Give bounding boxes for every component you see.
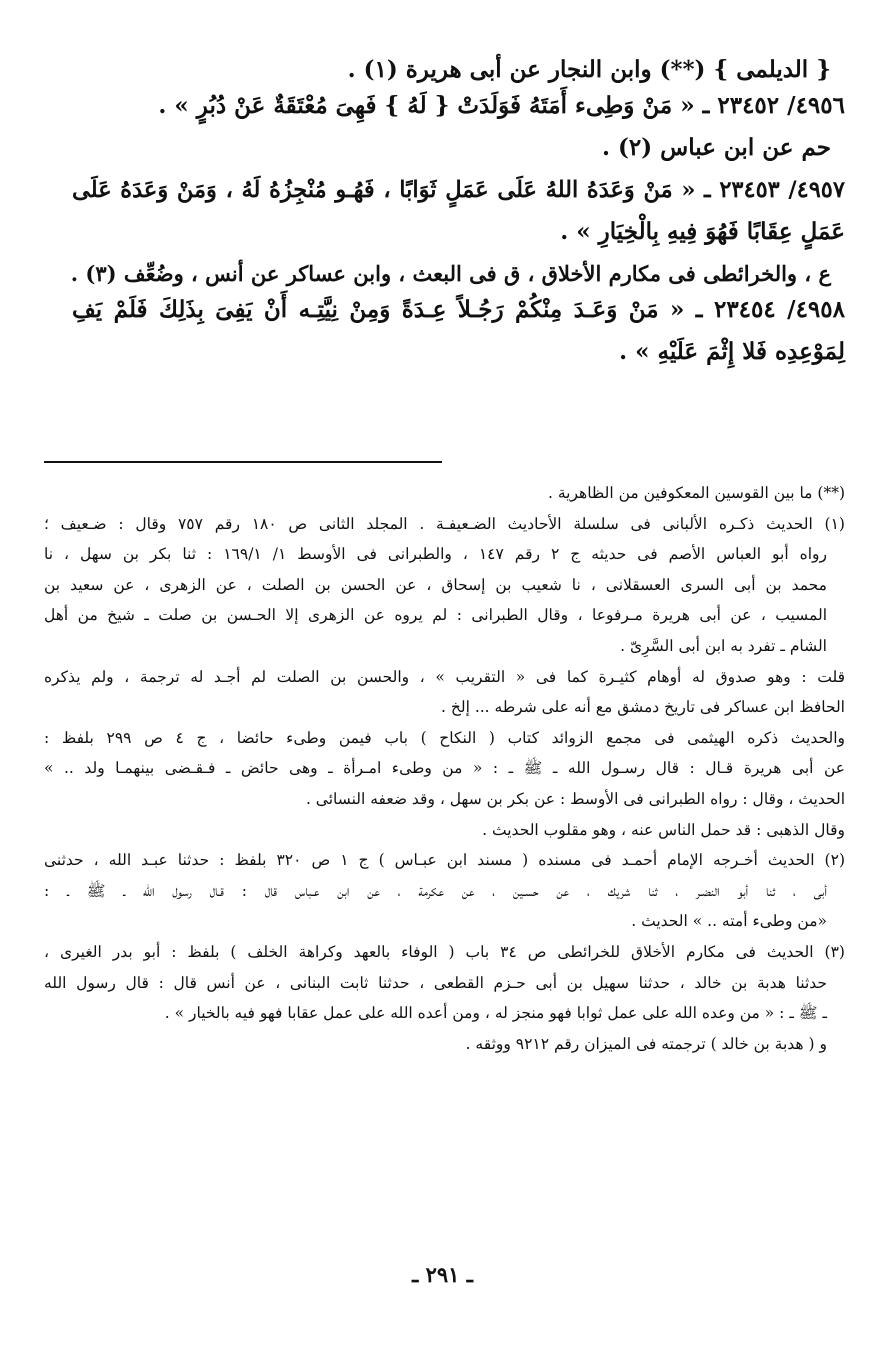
footnote-line: حدثنا هدبة بن خالد ، حدثنا سهيل بن أبى حـزم القطعى ، حدثنا ثابت البنانى ، عن أنس قال : قال رسول الله (44, 973, 827, 992)
footnote-line: ـ ﷺ ـ : « من وعده الله على عمل ثوابا فهو منجز له ، ومن أعده الله على عمل عقابا فهو فيه بالخيار » . (164, 1004, 827, 1023)
footnote-line: قلت : وهو صدوق له أوهام كثيـرة كما فى « التقريب » ، والحسن بن الصلت لم أجـد له ترجمة ، ولم يذكره (44, 667, 845, 686)
footnote-line: عن أبى هريرة قـال : قال رسـول الله ـ ﷺ ـ : « من وطىء امـرأة ـ وهى حائض ـ فـقـضى بينهمـا ولد .. » (44, 759, 845, 778)
hadith-entry-4958: ٤٩٥٨/ ٢٣٤٥٤ ـ « مَنْ وَعَـدَ مِنْكُمْ رَجُـلاً عِـدَةً وَمِنْ نِيَّتِـه أَنْ يَفِىَ بِذَلِكَ فَلَمْ يَفِ (72, 296, 845, 323)
footnote-line: (٣) الحديث فى مكارم الأخلاق للخرائطى ص ٣٤ باب ( الوفاء بالعهد وكراهة الخلف ) بلفظ : أبو بدر الغيرى ، (44, 942, 845, 961)
footnote-line: رواه أبو العباس الأصم فى حديثه ج ٢ رقم ١٤٧ ، والطبرانى فى الأوسط ١/ ١٦٩/١ : ثنا بكر بن سهل ، نا (44, 545, 827, 564)
footnote-line: الحافظ ابن عساكر فى تاريخ دمشق مع أنه على شرطه ... إلخ . (441, 698, 845, 717)
footnote-line: وقال الذهبى : قد حمل الناس عنه ، وهو مقلوب الحديث . (482, 820, 845, 839)
footnote-line: المسيب ، عن أبى هريرة مـرفوعا ، وقال الطبرانى : لم يروه عن الزهرى إلا الحـسن بن صلت ـ شيخ من أهل (44, 606, 827, 625)
footnote-line: «من وطىء أمته .. » الحديث . (631, 912, 827, 931)
footnote-line: الحديث ، وقال : رواه الطبرانى فى الأوسط : عن بكر بن سهل ، وقد ضعفه النسائى . (305, 789, 845, 808)
main-text (72, 52, 845, 370)
footnote-line: الشام ـ تفرد به ابن أبى السَّرِىّ . (620, 636, 827, 655)
main-line: ع ، والخرائطى فى مكارم الأخلاق ، ق فى البعث ، وابن عساكر عن أنس ، وضُعِّف (٣) . (70, 261, 831, 286)
page-number: ـ ٢٩١ ـ (412, 1262, 473, 1287)
footnote-line: و ( هدبة بن خالد ) ترجمته فى الميزان رقم ٩٢١٢ ووثقه . (465, 1034, 827, 1053)
footnote-line: محمد بن أبى السرى العسقلانى ، نا شعيب بن إسحاق ، عن الحسن بن الصلت ، عن الزهرى ، عن سعيد بن (44, 575, 827, 594)
main-line: لِمَوْعِدِه فَلا إِثْمَ عَلَيْهِ » . (619, 338, 845, 365)
footnote-line: والحديث ذكره الهيثمى فى مجمع الزوائد كتاب ( النكاح ) باب فيمن وطىء حائضا ، ج ٤ ص ٢٩٩ بلفظ : (44, 728, 845, 747)
main-line: { الديلمى } (**) وابن النجار عن أبى هريرة (١) . (347, 56, 831, 83)
main-line: حم عن ابن عباس (٢) . (602, 134, 831, 161)
hadith-entry-4957: ٤٩٥٧/ ٢٣٤٥٣ ـ « مَنْ وَعَدَهُ اللهُ عَلَى عَمَلٍ ثَوَابًا ، فَهُـو مُنْجِزُهُ لَهُ ، وَمَنْ وَعَدَهُ عَلَى (72, 177, 845, 203)
footnote-line: (**) ما بين القوسين المعكوفين من الظاهرية . (547, 484, 845, 502)
main-line: عَمَلٍ عِقَابًا فَهُوَ فِيهِ بِالْخِيَارِ » . (560, 218, 845, 245)
footnote-divider (44, 461, 442, 463)
footnote-line: (١) الحديث ذكـره الألبانى فى سلسلة الأحاديث الضـعيفـة . المجلد الثانى ص ١٨٠ رقم ٧٥٧ وقال : ضـعيف ؛ (44, 514, 845, 533)
footnote-line: أبى ، ثنا أبو النضـر ، ثنا شريك ، عن حسـين ، عن عكرمة ، عن ابن عـباس قال : قـال رسول الله ـ ﷺ ـ : (44, 881, 827, 900)
hadith-entry-4956: ٤٩٥٦/ ٢٣٤٥٢ ـ « مَنْ وَطِىء أَمَتَهُ فَوَلَدَتْ { لَهُ } فَهِىَ مُعْتَقَةٌ عَنْ دُبُرٍ » . (158, 92, 845, 119)
footnote-line: (٢) الحديث أخـرجه الإمام أحمـد فى مسنده ( مسند ابن عبـاس ) ج ١ ص ٣٢٠ بلفظ : حدثنا عبـد الله ، حدثنى (44, 851, 845, 870)
footnotes (44, 478, 845, 1059)
